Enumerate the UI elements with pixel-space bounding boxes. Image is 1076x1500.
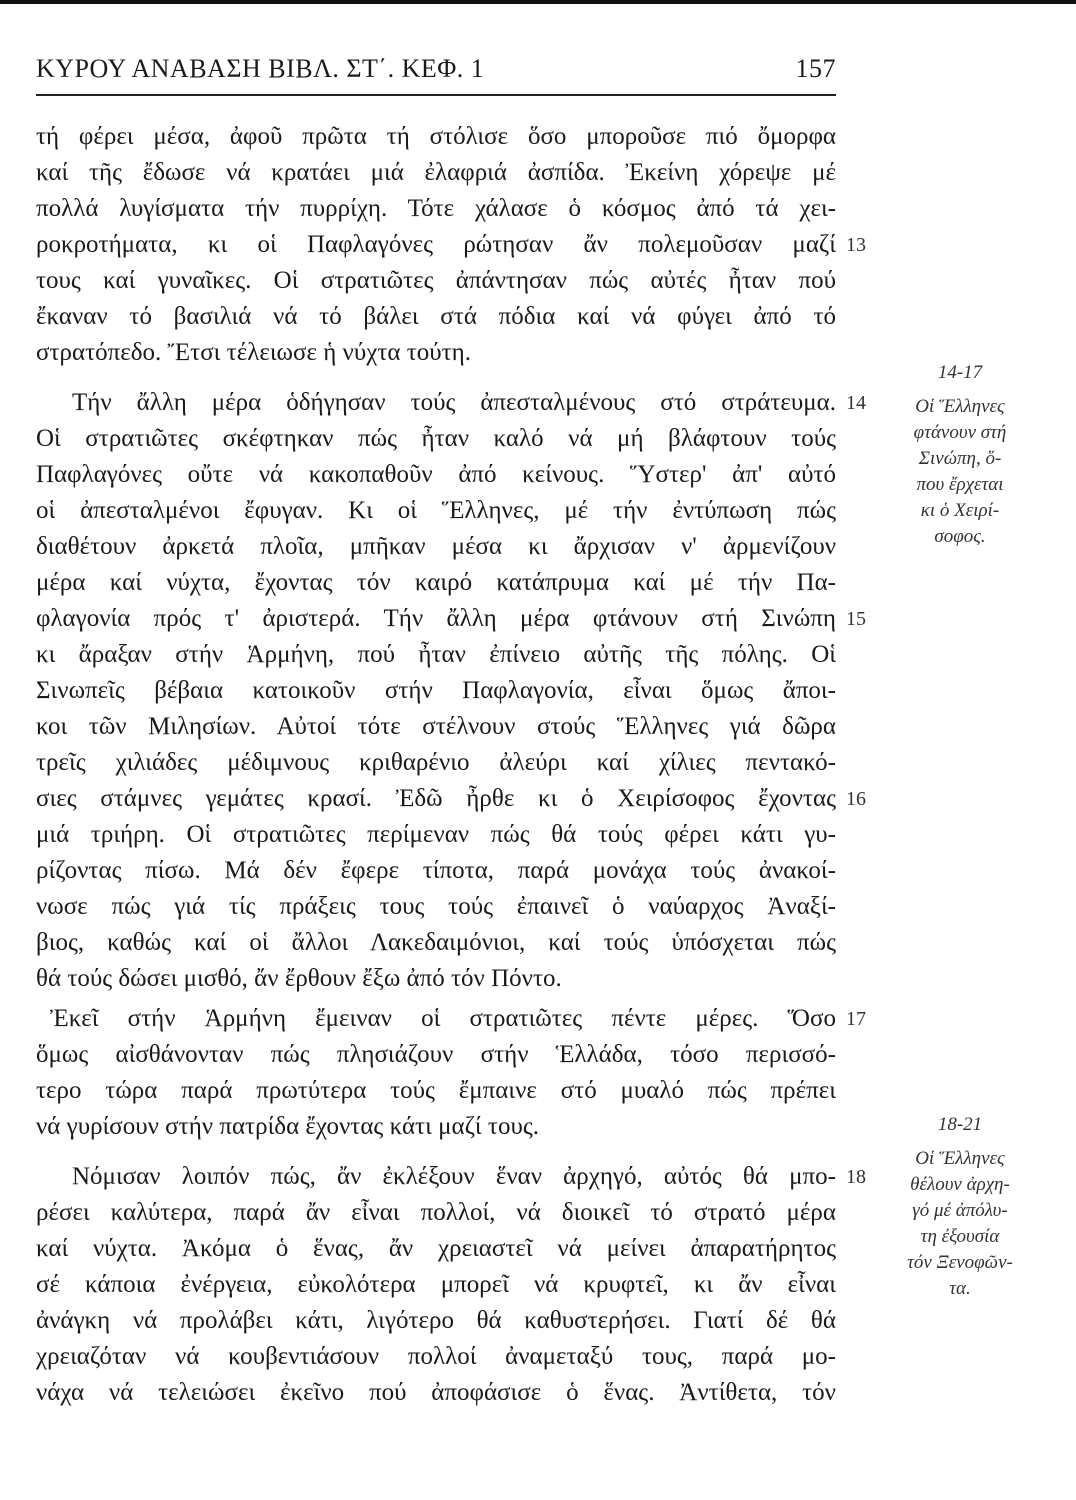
text-line: τερο τώρα παρά πρωτύτερα τούς ἔμπαινε στό μυαλό πώς πρέπει xyxy=(36,1077,836,1104)
header-title: ΚΥΡΟΥ ΑΝΑΒΑΣΗ ΒΙΒΛ. ΣΤ΄. ΚΕΦ. 1 xyxy=(36,54,485,83)
side-note xyxy=(880,1112,1040,1302)
text-line: τρεῖς χιλιάδες μέδιμνους κριθαρένιο ἀλεύρι καί χίλιες πεντακό- xyxy=(36,749,836,776)
text-line: ἔκαναν τό βασιλιά νά τό βάλει στά πόδια καί νά φύγει ἀπό τό xyxy=(36,303,836,330)
text-line: Νόμισαν λοιπόν πώς, ἄν ἐκλέξουν ἕναν ἀρχηγό, αὐτός θά μπο- xyxy=(72,1163,836,1190)
running-header xyxy=(36,54,836,90)
page-top-edge xyxy=(0,0,1076,4)
text-line: Ἐκεῖ στήν Ἁρμήνη ἔμειναν οἱ στρατιῶτες πέντε μέρες. Ὅσο xyxy=(50,1005,836,1032)
text-line: στρατόπεδο. Ἔτσι τέλειωσε ἡ νύχτα τούτη. xyxy=(36,339,472,366)
text-line: Τήν ἄλλη μέρα ὁδήγησαν τούς ἀπεσταλμένους στό στράτευμα. xyxy=(72,389,836,416)
text-line: νάχα νά τελειώσει ἐκεῖνο πού ἀποφάσισε ὁ ἕνας. Ἀντίθετα, τόν xyxy=(36,1379,836,1406)
text-line: νά γυρίσουν στήν πατρίδα ἔχοντας κάτι μαζί τους. xyxy=(36,1113,539,1140)
side-note-line: γό μέ ἀπόλυ- xyxy=(912,1200,1008,1221)
text-line: βιος, καθώς καί οἱ ἄλλοι Λακεδαιμόνιοι, καί τούς ὑπόσχεται πώς xyxy=(36,929,836,956)
text-line: τή φέρει μέσα, ἀφοῦ πρῶτα τή στόλισε ὅσο μποροῦσε πιό ὄμορφα xyxy=(36,123,836,150)
text-line: καί νύχτα. Ἀκόμα ὁ ἕνας, ἄν χρειαστεῖ νά μείνει ἀπαρατήρητος xyxy=(36,1235,836,1262)
section-number: 14 xyxy=(846,392,866,414)
text-line: νωσε πώς γιά τίς πράξεις τους τούς ἐπαινεῖ ὁ ναύαρχος Ἀναξί- xyxy=(36,893,836,920)
text-line: σέ κάποια ἐνέργεια, εὐκολότερα μπορεῖ νά κρυφτεῖ, κι ἄν εἶναι xyxy=(36,1271,836,1298)
text-line: μέρα καί νύχτα, ἔχοντας τόν καιρό κατάπρυμα καί μέ τήν Πα- xyxy=(36,569,836,596)
text-line: μιά τριήρη. Οἱ στρατιῶτες περίμεναν πώς θά τούς φέρει κάτι γυ- xyxy=(36,821,836,848)
side-note-line: τη ἐξουσία xyxy=(920,1226,1000,1247)
text-line: πολλά λυγίσματα τήν πυρρίχη. Τότε χάλασε ὁ κόσμος ἀπό τά χει- xyxy=(36,195,836,222)
section-number: 18 xyxy=(846,1166,866,1188)
text-line: χρειαζόταν νά κουβεντιάσουν πολλοί ἀναμεταξύ τους, παρά μο- xyxy=(36,1343,836,1370)
text-line: οἱ ἀπεσταλμένοι ἔφυγαν. Κι οἱ Ἕλληνες, μέ τήν ἐντύπωση πώς xyxy=(36,497,836,524)
side-note-range: 14-17 xyxy=(937,362,983,383)
side-note-line: κι ὁ Χειρί- xyxy=(920,500,1000,521)
section-number: 13 xyxy=(846,234,866,256)
text-line: διαθέτουν ἀρκετά πλοῖα, μπῆκαν μέσα κι ἄρχισαν ν' ἀρμενίζουν xyxy=(36,533,836,560)
side-note-line: Οἱ Ἕλληνες xyxy=(915,396,1005,417)
side-note-line: σοφος. xyxy=(934,526,986,547)
text-line: Παφλαγόνες οὔτε νά κακοπαθοῦν ἀπό κείνους. Ὕστερ' ἀπ' αὐτό xyxy=(36,461,836,488)
side-note-line: τόν Ξενοφῶν- xyxy=(907,1252,1013,1273)
section-number: 15 xyxy=(846,608,866,630)
header-rule xyxy=(36,94,836,96)
section-number: 16 xyxy=(846,788,866,810)
text-line: τους καί γυναῖκες. Οἱ στρατιῶτες ἀπάντησαν πώς αὐτές ἦταν πού xyxy=(36,267,836,294)
side-note-range: 18-21 xyxy=(937,1114,983,1135)
side-note-line: τα. xyxy=(949,1278,971,1299)
section-number: 17 xyxy=(846,1008,866,1030)
text-line: ρέσει καλύτερα, παρά ἄν εἶναι πολλοί, νά διοικεῖ τό στρατό μέρα xyxy=(36,1199,836,1226)
text-line: ἀνάγκη νά προλάβει κάτι, λιγότερο θά καθυστερήσει. Γιατί δέ θά xyxy=(36,1307,836,1334)
text-line: ρίζοντας πίσω. Μά δέν ἔφερε τίποτα, παρά μονάχα τούς ἀνακοί- xyxy=(36,857,836,884)
text-line: καί τῆς ἔδωσε νά κρατάει μιά ἐλαφριά ἀσπίδα. Ἐκείνη χόρεψε μέ xyxy=(36,159,836,186)
text-line: ὅμως αἰσθάνονταν πώς πλησιάζουν στήν Ἑλλάδα, τόσο περισσό- xyxy=(36,1041,836,1068)
side-note-line: Οἱ Ἕλληνες xyxy=(915,1148,1005,1169)
side-note xyxy=(880,360,1040,550)
text-line: σιες στάμνες γεμάτες κρασί. Ἐδῶ ἦρθε κι ὁ Χειρίσοφος ἔχοντας xyxy=(36,785,836,812)
side-note-line: Σινώπη, ὅ- xyxy=(918,448,1002,469)
side-note-line: θέλουν ἀρχη- xyxy=(910,1174,1010,1195)
text-line: ροκροτήματα, κι οἱ Παφλαγόνες ρώτησαν ἄν πολεμοῦσαν μαζί xyxy=(36,231,836,258)
text-line: θά τούς δώσει μισθό, ἄν ἔρθουν ἔξω ἀπό τόν Πόντο. xyxy=(36,965,562,992)
text-line: κοι τῶν Μιλησίων. Αὐτοί τότε στέλνουν στούς Ἕλληνες γιά δῶρα xyxy=(36,713,836,740)
text-line: φλαγονία πρός τ' ἀριστερά. Τήν ἄλλη μέρα φτάνουν στή Σινώπη xyxy=(36,605,836,632)
text-line: Σινωπεῖς βέβαια κατοικοῦν στήν Παφλαγονία, εἶναι ὅμως ἄποι- xyxy=(36,677,836,704)
page-number: 157 xyxy=(795,54,836,83)
side-note-line: που ἔρχεται xyxy=(916,474,1004,495)
text-line: Οἱ στρατιῶτες σκέφτηκαν πώς ἦταν καλό νά μή βλάφτουν τούς xyxy=(36,425,836,452)
side-note-line: φτάνουν στή xyxy=(913,422,1007,443)
text-line: κι ἄραξαν στήν Ἁρμήνη, πού ἦταν ἐπίνειο αὐτῆς τῆς πόλης. Οἱ xyxy=(36,641,836,668)
